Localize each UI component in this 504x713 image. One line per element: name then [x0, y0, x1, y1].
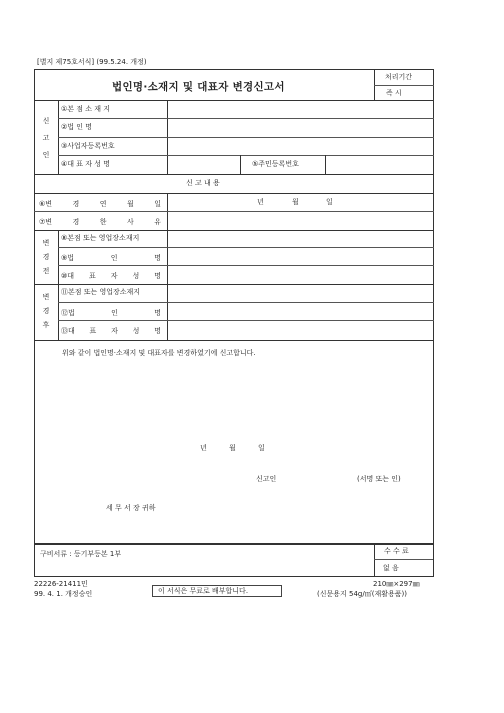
before-row-line-1: [58, 247, 434, 248]
content-header: 신 고 내 용: [186, 179, 220, 187]
before-bottom-line: [34, 284, 434, 285]
before-corp-name-label: ⑨법 인 명: [61, 254, 161, 262]
processing-box-divider: [374, 85, 434, 86]
after-representative-label: ⑬대 표 자 성 명: [61, 327, 161, 335]
after-row-line-1: [58, 302, 434, 303]
title-bottom-line: [34, 100, 434, 101]
declaration-year: 년: [200, 444, 207, 452]
after-side-label: 변 경 후: [42, 293, 50, 329]
representative-name-label: ④대 표 자 성 명: [61, 160, 110, 168]
after-address-label: ⑪본점 또는 영업장소재지: [61, 288, 141, 296]
attachment-list: 구비서류 : 등기부등본 1부: [40, 550, 122, 558]
change-date-day: 일: [326, 198, 333, 206]
change-reason-label: ⑦변 경 한 사 유: [39, 218, 161, 226]
declaration-month: 월: [229, 444, 236, 452]
before-side-divider: [58, 230, 59, 284]
before-address-label: ⑧본점 또는 영업장소재지: [61, 234, 140, 242]
business-reg-no-label: ③사업자등록번호: [61, 142, 115, 150]
applicant-row-line-2: [58, 137, 434, 138]
before-side-label: 변 경 전: [42, 239, 50, 275]
after-corp-name-label: ⑫법 인 명: [61, 309, 161, 317]
applicant-bottom-line: [34, 174, 434, 175]
applicant-row-line-3: [58, 155, 434, 156]
change-date-bottom-line: [34, 211, 434, 212]
change-reason-bottom-line: [34, 230, 434, 231]
after-bottom-line: [34, 340, 434, 341]
approval-date: 99. 4. 1. 개정승인: [34, 590, 93, 598]
declaration-statement: 위와 같이 법인명·소재지 및 대표자를 변경하였기에 신고합니다.: [62, 349, 256, 357]
declaration-day: 일: [258, 444, 265, 452]
paper-spec: (신문용지 54g/㎡(재활용품)): [317, 590, 407, 598]
bottom-frame: [34, 543, 434, 577]
applicant-side-label: 신 고 인: [42, 117, 50, 159]
change-date-label: ⑥변 경 연 월 일: [39, 200, 161, 208]
after-side-divider: [58, 284, 59, 340]
rrn-left-divider: [240, 155, 241, 174]
after-row-line-2: [58, 320, 434, 321]
processing-label: 처리기간: [385, 73, 413, 81]
signer-label: 신고인: [256, 475, 277, 483]
before-row-line-2: [58, 265, 434, 266]
fee-label: 수 수 료: [384, 547, 409, 555]
headoffice-address-label: ①본 점 소 재 지: [61, 105, 110, 113]
signature-hint: (서명 또는 인): [357, 475, 401, 483]
processing-value: 즉 시: [386, 89, 402, 97]
rrn-right-divider: [325, 155, 326, 174]
change-date-month: 월: [292, 198, 299, 206]
content-header-bottom-line: [34, 193, 434, 194]
form-frame: [34, 69, 434, 545]
free-notice: 이 서식은 무료로 배부합니다.: [158, 587, 249, 595]
change-date-year: 년: [257, 198, 264, 206]
resident-reg-no-label: ⑤주민등록번호: [252, 160, 299, 168]
applicant-row-line-1: [58, 118, 434, 119]
fee-value: 없 음: [383, 564, 399, 572]
recipient-office: 세 무 서 장 귀하: [106, 504, 156, 512]
paper-size: 210㎜×297㎜: [373, 580, 420, 588]
form-code: 22226-21411민: [34, 580, 88, 588]
corp-name-label: ②법 인 명: [61, 123, 93, 131]
form-number: [별지 제75호서식] (99.5.24. 개정): [37, 58, 147, 66]
form-title: 법인명·소재지 및 대표자 변경신고서: [112, 81, 285, 93]
before-representative-label: ⑩대 표 자 성 명: [61, 272, 161, 280]
